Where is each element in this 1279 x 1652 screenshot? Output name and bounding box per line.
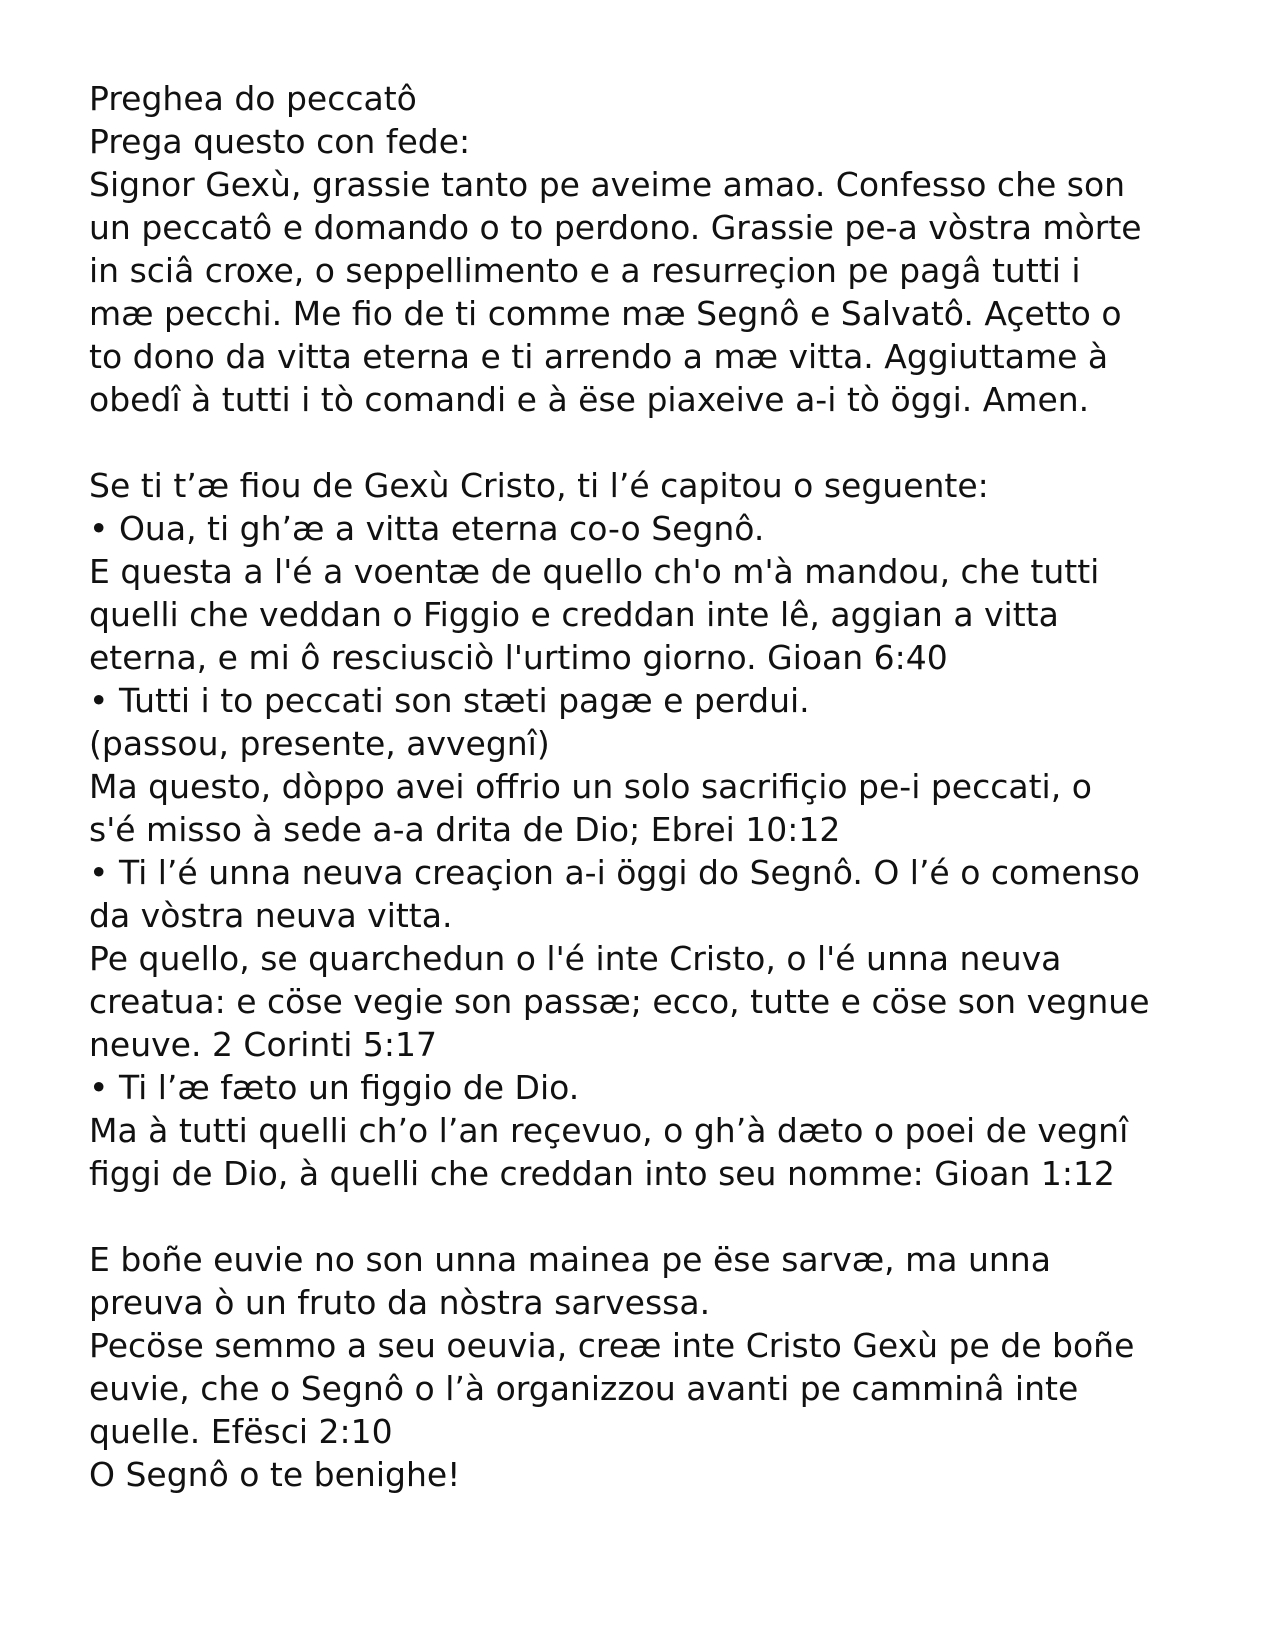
scripture-line: Ma à tutti quelli ch’o l’an reçevuo, o gh’à dæto o poei de vegnî	[89, 1111, 1129, 1150]
paragraph-spacer	[89, 1195, 1209, 1238]
scripture-line: quelli che veddan o Figgio e creddan inte lê, aggian a vitta	[89, 595, 1059, 634]
scripture-line: Ma questo, dòppo avei offrio un solo sacrifiçio pe-i peccati, o	[89, 767, 1092, 806]
document-intro: Prega questo con fede:	[89, 122, 471, 161]
prayer-line: Signor Gexù, grassie tanto pe aveime amao. Confesso che son	[89, 165, 1126, 204]
prayer-line: to dono da vitta eterna e ti arrendo a mæ vitta. Aggiuttame à	[89, 337, 1109, 376]
section-line: da vòstra neuva vitta.	[89, 896, 453, 935]
scripture-line: E questa a l'é a voentæ de quello ch'o m'à mandou, che tutti	[89, 552, 1100, 591]
paragraph-spacer	[89, 421, 1209, 464]
document-page	[89, 77, 1209, 1496]
scripture-line: euvie, che o Segnô o l’à organizzou avanti pe camminâ inte	[89, 1369, 1079, 1408]
scripture-line: figgi de Dio, à quelli che creddan into seu nomme: Gioan 1:12	[89, 1154, 1115, 1193]
scripture-line: Pe quello, se quarchedun o l'é inte Cristo, o l'é unna neuva	[89, 939, 1062, 978]
prayer-line: mæ pecchi. Me fio de ti comme mæ Segnô e Salvatô. Açetto o	[89, 294, 1122, 333]
scripture-line: s'é misso à sede a-a drita de Dio; Ebrei 10:12	[89, 810, 841, 849]
scripture-line: neuve. 2 Corinti 5:17	[89, 1025, 438, 1064]
prayer-line: obedî à tutti i tò comandi e à ëse piaxeive a-i tò öggi. Amen.	[89, 380, 1090, 419]
works-section	[89, 1238, 1209, 1496]
blessing-line: O Segnô o te benighe!	[89, 1455, 461, 1494]
bullet-point: • Ti l’é unna neuva creaçion a-i öggi do Segnô. O l’é o comenso	[89, 853, 1140, 892]
section-line: Se ti t’æ fiou de Gexù Cristo, ti l’é capitou o seguente:	[89, 466, 989, 505]
bullet-point: • Ti l’æ fæto un figgio de Dio.	[89, 1068, 580, 1107]
section-line: preuva ò un fruto da nòstra sarvessa.	[89, 1283, 711, 1322]
bullet-point: • Tutti i to peccati son stæti pagæ e perdui.	[89, 681, 810, 720]
bullet-point: • Oua, ti gh’æ a vitta eterna co-o Segnô.	[89, 509, 765, 548]
assurance-section	[89, 464, 1209, 1195]
document-title: Preghea do peccatô	[89, 79, 417, 118]
scripture-line: Pecöse semmo a seu oeuvia, creæ inte Cristo Gexù pe de boñe	[89, 1326, 1135, 1365]
section-line: E boñe euvie no son unna mainea pe ëse sarvæ, ma unna	[89, 1240, 1051, 1279]
prayer-line: in sciâ croxe, o seppellimento e a resurreçion pe pagâ tutti i	[89, 251, 1081, 290]
scripture-line: creatua: e cöse vegie son passæ; ecco, tutte e cöse son vegnue	[89, 982, 1150, 1021]
scripture-line: quelle. Efësci 2:10	[89, 1412, 393, 1451]
section-line: (passou, presente, avvegnî)	[89, 724, 550, 763]
scripture-line: eterna, e mi ô resciusciò l'urtimo giorno. Gioan 6:40	[89, 638, 948, 677]
prayer-paragraph	[89, 163, 1209, 421]
prayer-line: un peccatô e domando o to perdono. Grassie pe-a vòstra mòrte	[89, 208, 1142, 247]
